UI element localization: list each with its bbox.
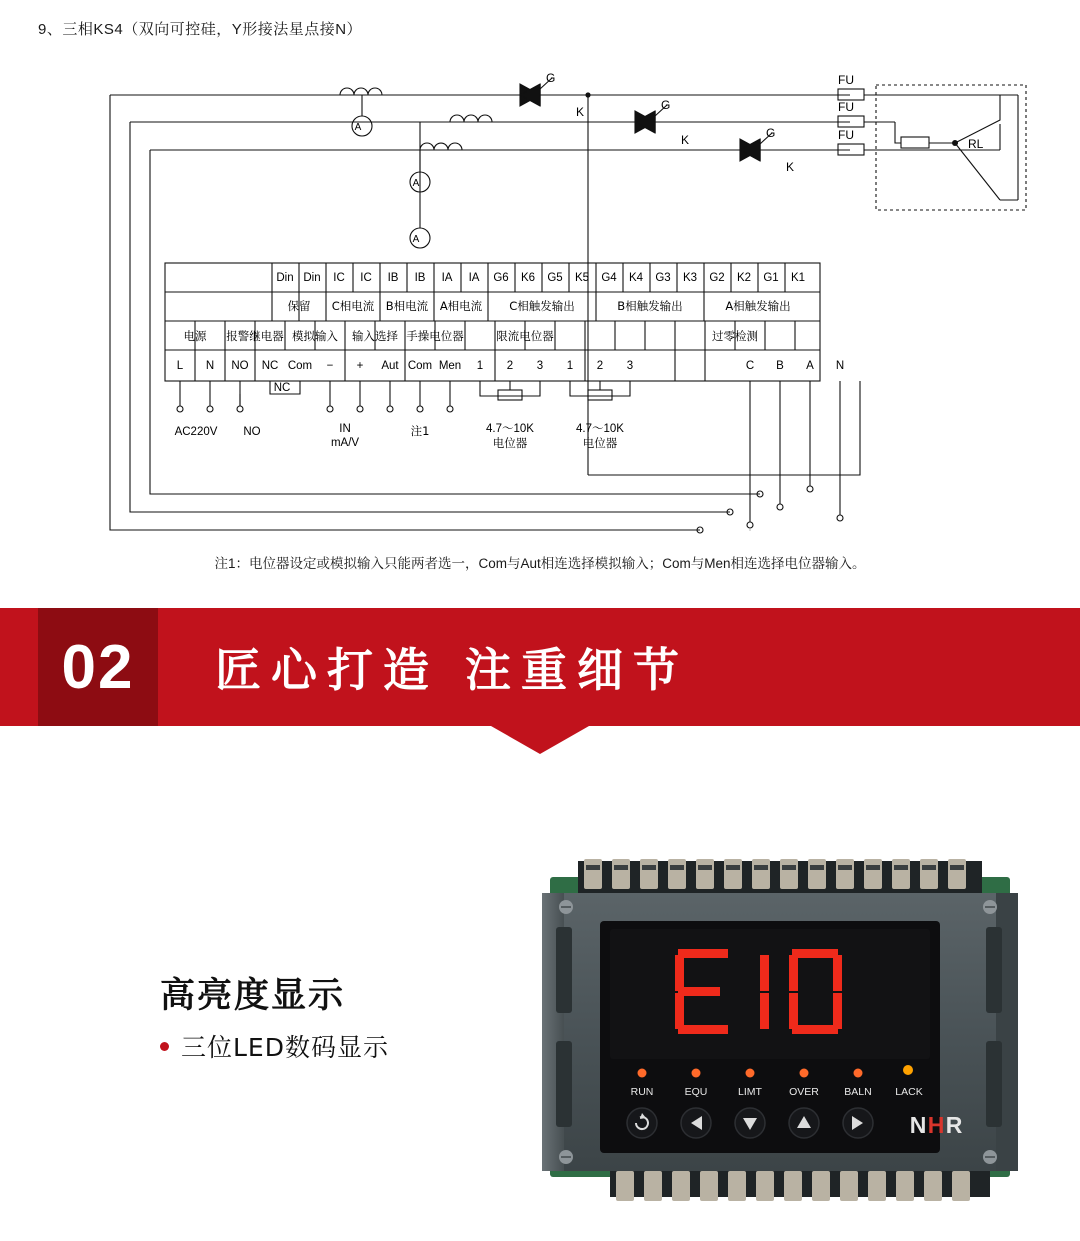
svg-text:C: C [745,360,755,372]
svg-text:IC: IC [333,272,345,284]
svg-text:限流电位器: 限流电位器 [496,329,554,343]
fuse-1: FU [838,73,854,87]
svg-text:3: 3 [626,360,634,372]
label-analog-unit: mA/V [330,437,360,449]
svg-text:K1: K1 [790,272,806,284]
svg-text:NC: NC [261,360,279,372]
svg-text:EQU: EQU [684,1086,708,1098]
svg-text:−: − [326,360,334,372]
svg-text:2: 2 [596,360,604,372]
terminal-row-pins [177,360,844,372]
brand-logo [910,1112,963,1138]
ammeter-2: A [412,178,420,189]
svg-text:输入选择: 输入选择 [352,329,398,343]
svg-text:LIMT: LIMT [738,1086,762,1098]
svg-text:K6: K6 [520,272,536,284]
svg-text:保留: 保留 [287,299,311,313]
thyristor-g-label-2: G [661,98,671,112]
thyristor-k-label-2: K [681,133,690,147]
svg-text:G3: G3 [655,272,671,284]
svg-text:K3: K3 [682,272,698,284]
svg-text:RUN: RUN [630,1086,654,1098]
svg-text:IA: IA [441,272,453,284]
svg-text:Com: Com [407,360,433,372]
banner-number: 02 [61,632,135,702]
terminal-row-codes [276,272,805,284]
svg-text:C相电流: C相电流 [331,299,375,313]
svg-text:N: N [835,360,845,372]
svg-text:Din: Din [303,272,321,284]
svg-text:C相触发输出: C相触发输出 [509,299,575,313]
svg-text:R: R [945,1112,963,1138]
svg-text:IC: IC [360,272,372,284]
svg-text:2: 2 [506,360,514,372]
ammeter-3: A [412,234,420,245]
svg-text:N: N [205,360,215,372]
svg-text:BALN: BALN [844,1086,872,1098]
svg-text:OVER: OVER [789,1086,819,1098]
svg-text:K2: K2 [736,272,752,284]
svg-text:G5: G5 [547,272,563,284]
svg-text:报警继电器: 报警继电器 [226,329,284,343]
svg-text:K5: K5 [574,272,590,284]
fuse-2: FU [838,100,854,114]
label-relay-no: NO [243,426,261,438]
svg-text:IA: IA [468,272,480,284]
svg-text:Men: Men [438,360,462,372]
label-power: AC220V [174,426,218,438]
label-relay-nc: NC [273,382,291,394]
terminal-strip-top [578,859,982,895]
feature-bullet-label: 三位LED数码显示 [181,1033,389,1062]
bullet-dot-icon [160,1042,169,1051]
svg-text:A相电流: A相电流 [439,299,483,313]
svg-text:B相电流: B相电流 [385,299,429,313]
svg-text:模拟输入: 模拟输入 [292,329,338,343]
svg-text:A相触发输出: A相触发输出 [725,299,791,313]
svg-text:IB: IB [414,272,426,284]
svg-text:+: + [356,360,364,372]
svg-text:1: 1 [566,360,574,372]
svg-text:G6: G6 [493,272,509,284]
ammeter-1: A [354,122,362,133]
svg-text:Com: Com [287,360,313,372]
svg-text:电源: 电源 [183,329,207,343]
svg-text:A: A [806,360,814,372]
svg-text:N: N [909,1112,927,1138]
terminal-row-groups [184,329,759,343]
product-photo [520,845,1040,1235]
svg-text:H: H [927,1112,945,1138]
svg-text:LACK: LACK [895,1086,923,1098]
svg-text:Din: Din [276,272,294,284]
page-title: 9、三相KS4（双向可控硅，Y形接法星点接N） [38,21,363,38]
feature-title: 高亮度显示 [160,976,346,1016]
thyristor-g-label-3: G [766,126,776,140]
wiring-diagram [0,60,1080,580]
thyristor-k-label-1: K [576,105,585,119]
label-pot1-name: 电位器 [492,436,528,450]
svg-text:1: 1 [476,360,484,372]
banner-title: 匠心打造 注重细节 [215,643,690,697]
banner-number-box [38,608,158,726]
svg-text:NO: NO [231,360,249,372]
label-analog-in: IN [339,423,351,435]
label-pot1-value: 4.7～10K [486,423,534,435]
fuse-3: FU [838,128,854,142]
svg-text:L: L [176,360,184,372]
label-pot2-name: 电位器 [582,436,618,450]
svg-text:G1: G1 [763,272,779,284]
svg-text:Aut: Aut [381,360,399,372]
svg-text:手操电位器: 手操电位器 [406,329,464,343]
section-banner [0,608,1080,726]
svg-text:G2: G2 [709,272,725,284]
svg-text:B相触发输出: B相触发输出 [617,299,683,313]
thyristor-k-label-3: K [786,160,795,174]
load-label: RL [968,137,984,151]
terminal-row-functions [288,299,791,313]
label-note-ref: 注1 [410,424,430,438]
svg-text:过零检测: 过零检测 [712,329,758,343]
svg-text:G4: G4 [601,272,617,284]
diagram-note: 注1：电位器设定或模拟输入只能两者选一，Com与Aut相连选择模拟输入；Com与Men相连选择电位器输入。 [214,556,866,571]
banner-notch [491,726,589,754]
svg-text:K4: K4 [628,272,644,284]
thyristor-g-label-1: G [546,71,556,85]
svg-text:B: B [776,360,784,372]
svg-text:IB: IB [387,272,399,284]
label-pot2-value: 4.7～10K [576,423,624,435]
feature-bullet-item [160,1028,389,1064]
svg-text:3: 3 [536,360,544,372]
